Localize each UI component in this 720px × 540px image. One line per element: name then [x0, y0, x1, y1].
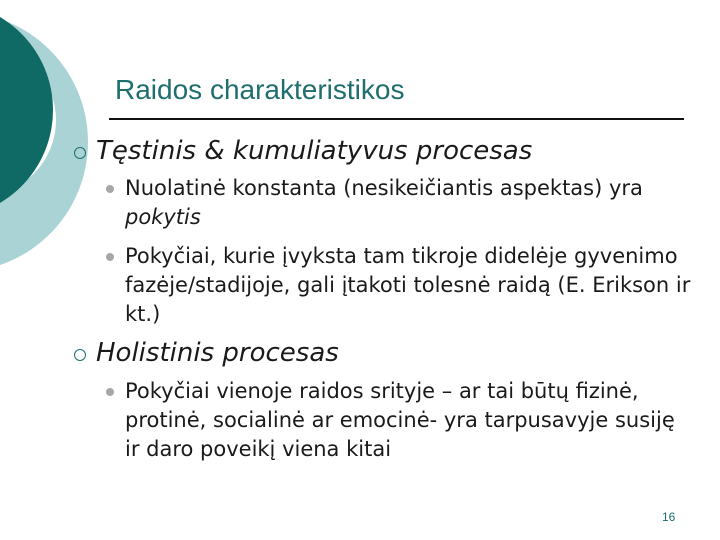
circle-bullet-icon	[74, 349, 86, 361]
page-number: 16	[662, 510, 676, 524]
sub-bullet: Pokyčiai vienoje raidos srityje – ar tai būtų fizinė, protinė, socialinė ar emocinė- yra tarpusavyje susiję ir daro poveikį viena kitai	[125, 379, 675, 461]
dot-bullet-icon	[106, 185, 114, 193]
slide-title: Raidos charakteristikos	[115, 74, 405, 105]
sub-bullet	[125, 174, 695, 232]
dot-bullet-icon	[106, 253, 114, 261]
dot-bullet-icon	[106, 388, 114, 396]
bullet-heading: Tęstinis & kumuliatyvus procesas	[96, 136, 533, 166]
circle-bullet-icon	[74, 147, 86, 159]
sub-bullet-text: Nuolatinė konstanta (nesikeičiantis aspektas) yra	[125, 176, 643, 200]
sub-bullet: Pokyčiai, kurie įvyksta tam tikroje didelėje gyvenimo fazėje/stadijoje, gali įtakoti tolesnė raidą (E. Erikson ir kt.)	[125, 244, 691, 326]
bullet-heading: Holistinis procesas	[96, 338, 339, 368]
emphasis-text: pokytis	[125, 205, 201, 229]
title-underline	[109, 118, 684, 120]
